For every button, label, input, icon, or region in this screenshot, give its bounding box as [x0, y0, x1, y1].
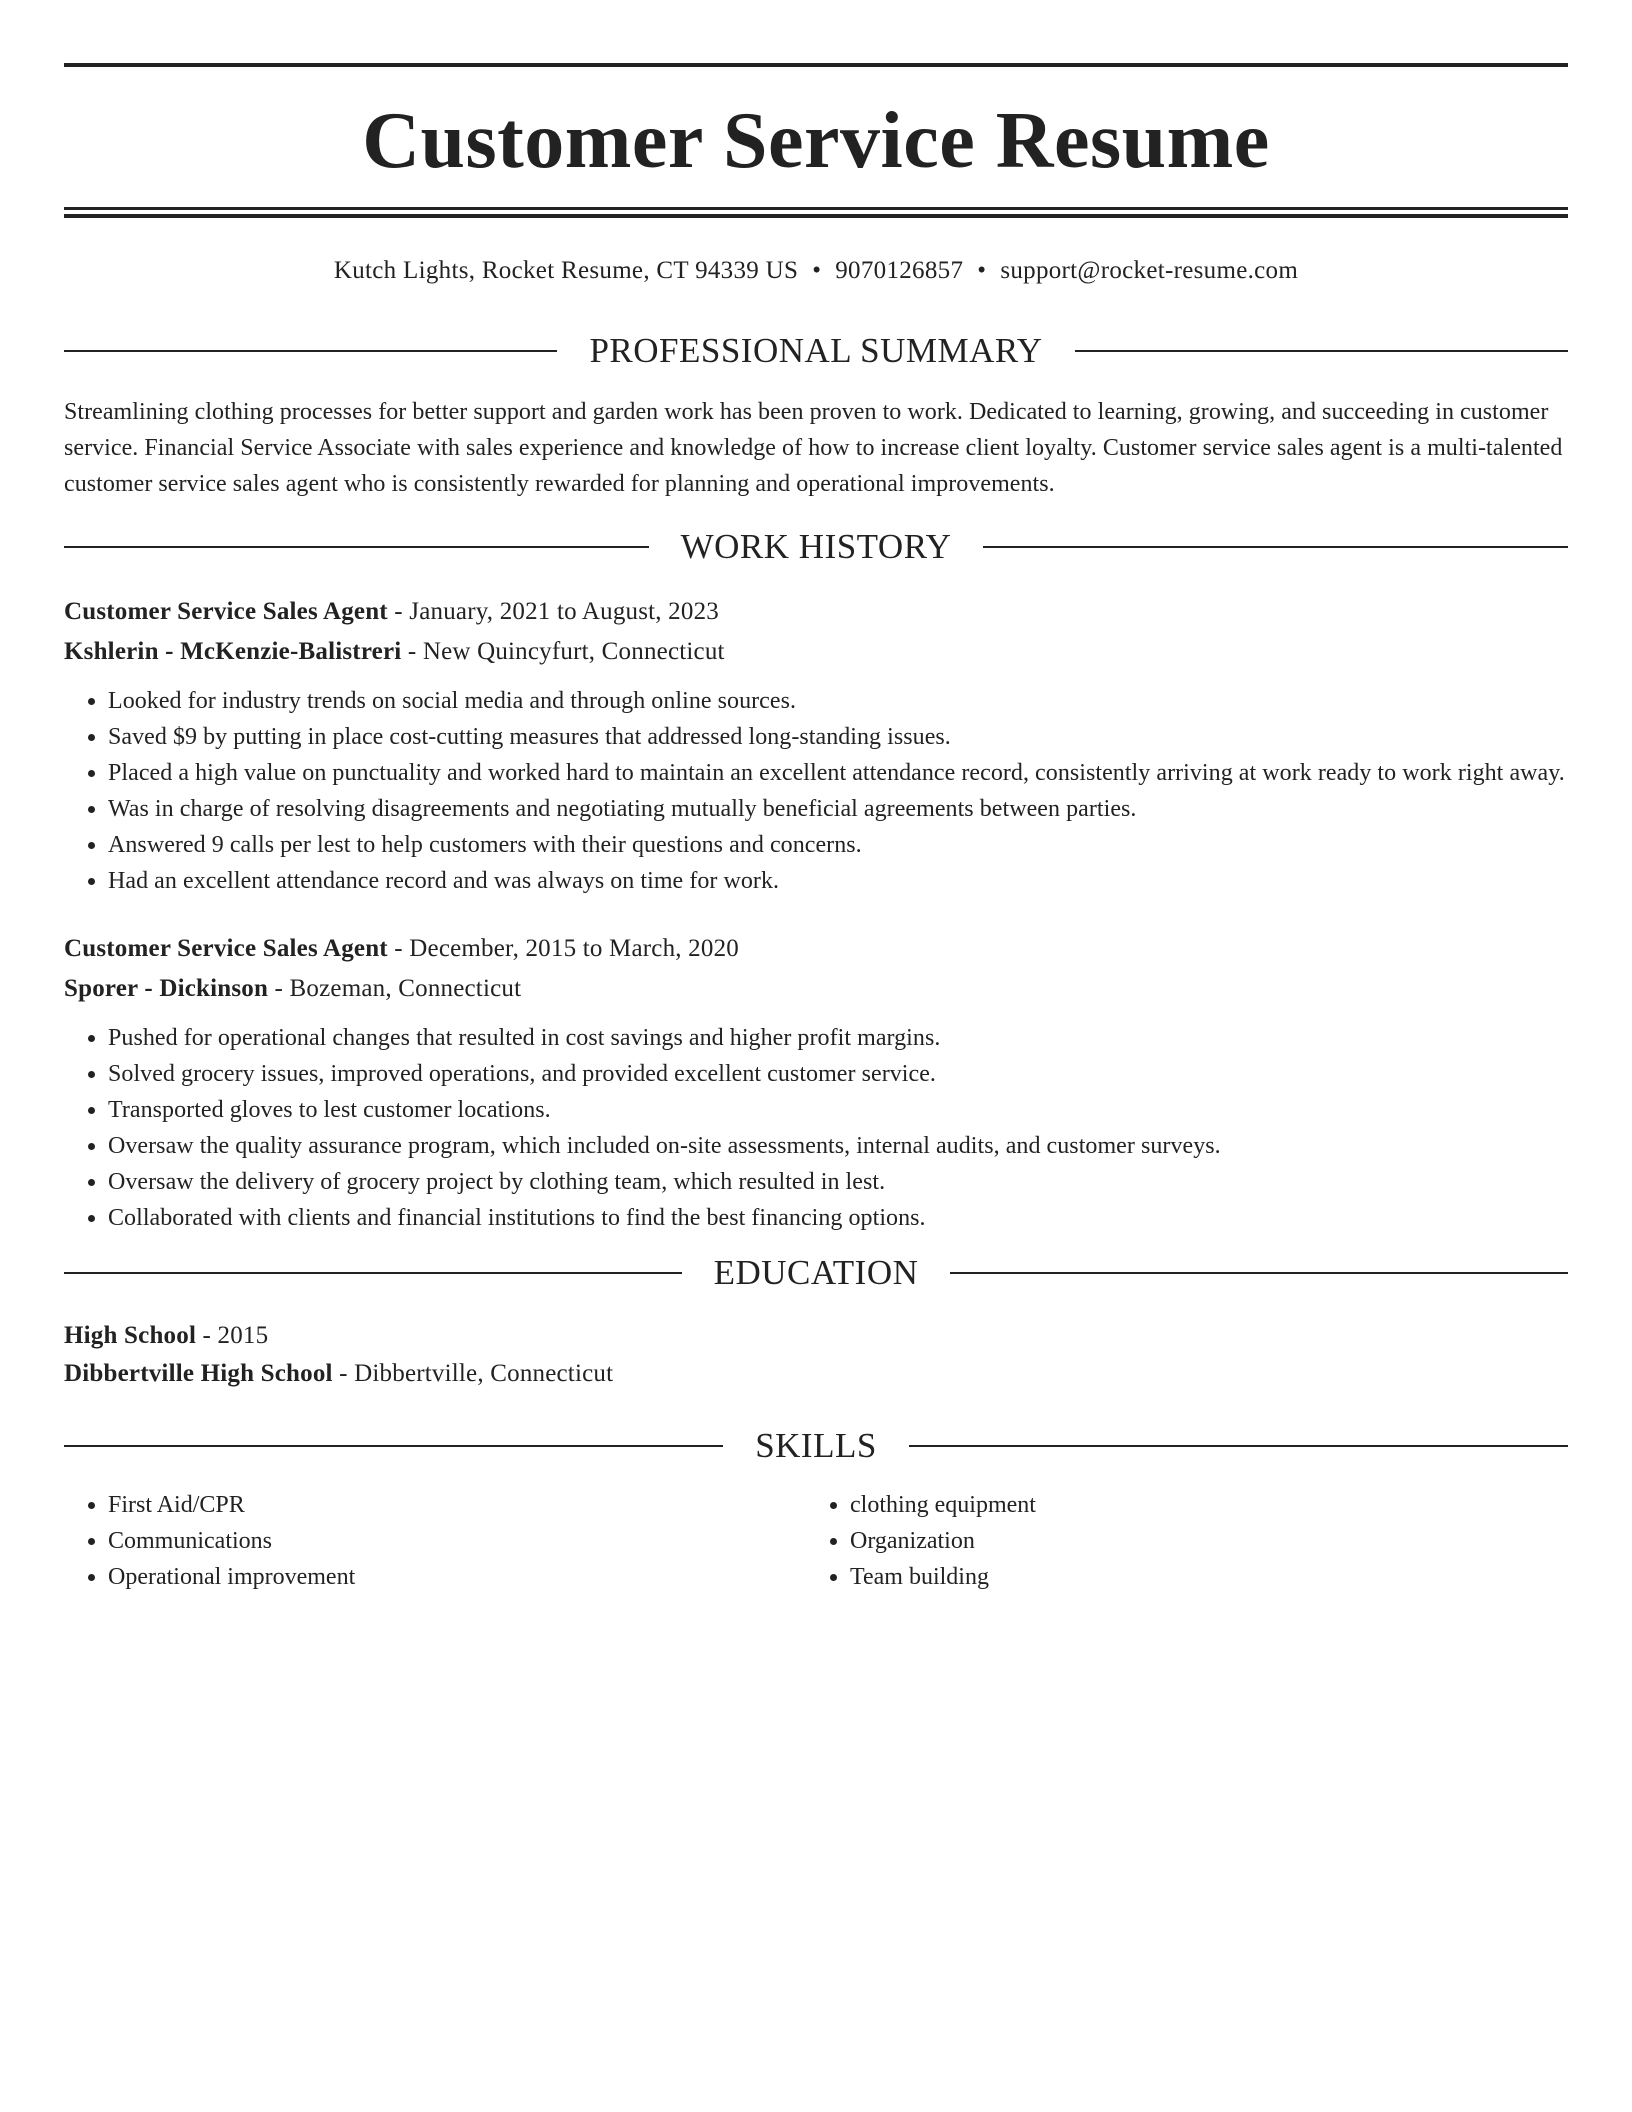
job-dates: - December, 2015 to March, 2020: [387, 935, 739, 962]
summary-heading: [64, 331, 1568, 371]
contact-line: [64, 256, 1568, 286]
work-history-heading-label: WORK HISTORY: [680, 527, 952, 566]
contact-separator: •: [977, 257, 987, 284]
contact-address: Kutch Lights, Rocket Resume, CT 94339 US: [333, 257, 799, 284]
work-history-heading: [64, 527, 1568, 567]
education-heading-label: EDUCATION: [713, 1253, 919, 1292]
job-bullet: • Solved grocery issues, improved operations, and provided excellent customer service.: [108, 1056, 1568, 1092]
job-entry: [64, 592, 1568, 899]
education-degree-line: [64, 1317, 1568, 1355]
skills-heading: [64, 1426, 1568, 1466]
skill-item: • First Aid/CPR: [108, 1487, 806, 1523]
job-bullet: • Saved $9 by putting in place cost-cutting measures that addressed long-standing issues.: [108, 719, 1568, 755]
skills-heading-label: SKILLS: [755, 1426, 877, 1465]
job-bullet: • Oversaw the quality assurance program, which included on-site assessments, internal audits, and customer surveys.: [108, 1128, 1568, 1164]
job-dates: - January, 2021 to August, 2023: [387, 598, 719, 625]
heading-rule-left: [64, 1445, 723, 1447]
heading-rule-right: [909, 1445, 1568, 1447]
job-title-line: [64, 929, 1568, 969]
job-bullet: • Answered 9 calls per lest to help customers with their questions and concerns.: [108, 827, 1568, 863]
job-bullet: • Transported gloves to lest customer locations.: [108, 1092, 1568, 1128]
education-degree: High School: [64, 1322, 197, 1349]
education-location: - Dibbertville, Connecticut: [332, 1360, 614, 1387]
job-location: - New Quincyfurt, Connecticut: [401, 638, 725, 665]
job-bullets: [64, 683, 1568, 899]
top-rule: [64, 63, 1568, 67]
job-company: Sporer - Dickinson: [64, 975, 269, 1002]
summary-text: Streamlining clothing processes for better support and garden work has been proven to work. Dedicated to learning, growing, and succeeding in customer service. Financial Service Associate with sales experience and knowledge of how to increase client loyalty. Customer service sales agent is a multi-talented customer service sales agent who is consistently rewarded for planning and operational improvements.: [64, 399, 1563, 497]
job-bullet: • Placed a high value on punctuality and worked hard to maintain an excellent attendance record, consistently arriving at work ready to work right away.: [108, 755, 1568, 791]
job-entry: [64, 929, 1568, 1236]
education-school-line: [64, 1355, 1568, 1393]
education-entry: [64, 1317, 1568, 1393]
title-double-rule: [64, 207, 1568, 218]
job-title-line: [64, 592, 1568, 632]
job-title: Customer Service Sales Agent: [64, 935, 388, 962]
job-location: - Bozeman, Connecticut: [268, 975, 522, 1002]
skills-list: [64, 1487, 1568, 1595]
skill-item: • Team building: [850, 1559, 1548, 1595]
job-company-line: [64, 969, 1568, 1009]
contact-separator: •: [812, 257, 822, 284]
heading-rule-right: [950, 1272, 1568, 1274]
heading-rule-left: [64, 1272, 682, 1274]
education-year: - 2015: [196, 1322, 269, 1349]
heading-rule-left: [64, 350, 557, 352]
job-bullet: • Pushed for operational changes that resulted in cost savings and higher profit margins.: [108, 1020, 1568, 1056]
skills-column-right: [806, 1487, 1548, 1595]
job-title: Customer Service Sales Agent: [64, 598, 388, 625]
heading-rule-right: [1075, 350, 1568, 352]
summary-heading-label: PROFESSIONAL SUMMARY: [589, 331, 1043, 370]
job-company-line: [64, 632, 1568, 672]
education-heading: [64, 1253, 1568, 1293]
job-bullet: • Was in charge of resolving disagreements and negotiating mutually beneficial agreements between parties.: [108, 791, 1568, 827]
heading-rule-left: [64, 546, 649, 548]
skills-column-left: [64, 1487, 806, 1595]
job-bullet: • Collaborated with clients and financial institutions to find the best financing options.: [108, 1200, 1568, 1236]
skill-item: • clothing equipment: [850, 1487, 1548, 1523]
education-school: Dibbertville High School: [64, 1360, 333, 1387]
heading-rule-right: [983, 546, 1568, 548]
job-company: Kshlerin - McKenzie-Balistreri: [64, 638, 402, 665]
contact-email: support@rocket-resume.com: [1000, 257, 1299, 284]
job-bullets: [64, 1020, 1568, 1236]
skill-item: • Organization: [850, 1523, 1548, 1559]
job-bullet: • Oversaw the delivery of grocery project by clothing team, which resulted in lest.: [108, 1164, 1568, 1200]
contact-phone: 9070126857: [835, 257, 964, 284]
job-bullet: • Looked for industry trends on social media and through online sources.: [108, 683, 1568, 719]
skill-item: • Communications: [108, 1523, 806, 1559]
skill-item: • Operational improvement: [108, 1559, 806, 1595]
resume-title: Customer Service Resume: [362, 97, 1270, 185]
job-bullet: • Had an excellent attendance record and was always on time for work.: [108, 863, 1568, 899]
